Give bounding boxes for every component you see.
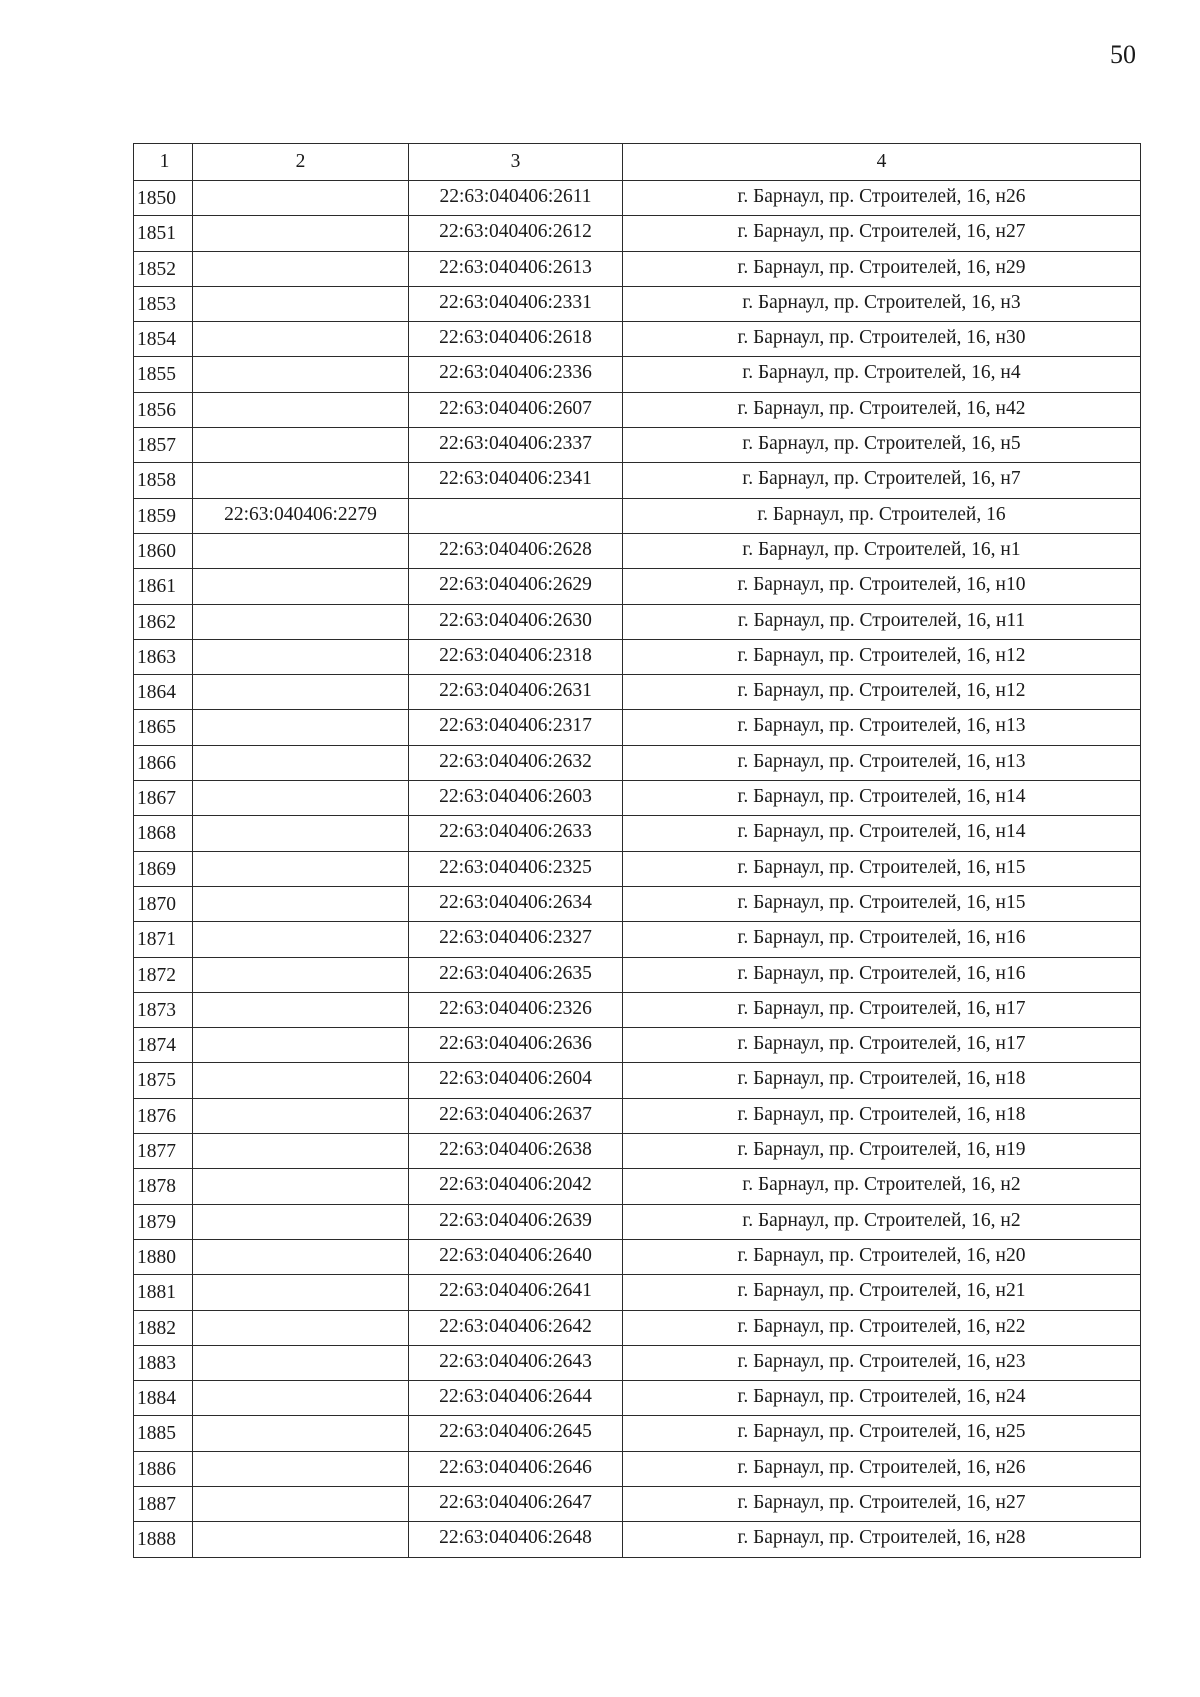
cadastral-number-cell: 22:63:040406:2646 — [409, 1451, 623, 1486]
table-body — [134, 181, 1141, 1558]
address-cell: г. Барнаул, пр. Строителей, 16, н4 — [623, 357, 1141, 392]
cadastral-parent-cell — [193, 816, 409, 851]
row-number-cell: 1851 — [134, 216, 193, 251]
row-number-cell: 1854 — [134, 322, 193, 357]
address-cell: г. Барнаул, пр. Строителей, 16, н18 — [623, 1098, 1141, 1133]
address-cell: г. Барнаул, пр. Строителей, 16 — [623, 498, 1141, 533]
row-number-cell: 1880 — [134, 1239, 193, 1274]
cadastral-number-cell: 22:63:040406:2341 — [409, 463, 623, 498]
cadastral-number-cell: 22:63:040406:2631 — [409, 675, 623, 710]
address-cell: г. Барнаул, пр. Строителей, 16, н14 — [623, 816, 1141, 851]
header-col-4: 4 — [623, 144, 1141, 181]
table-row — [134, 1239, 1141, 1274]
address-cell: г. Барнаул, пр. Строителей, 16, н5 — [623, 428, 1141, 463]
address-cell: г. Барнаул, пр. Строителей, 16, н28 — [623, 1522, 1141, 1557]
cadastral-parent-cell — [193, 1098, 409, 1133]
table-row — [134, 322, 1141, 357]
row-number-cell: 1850 — [134, 181, 193, 216]
cadastral-parent-cell — [193, 286, 409, 321]
table-row — [134, 957, 1141, 992]
cadastral-parent-cell — [193, 251, 409, 286]
row-number-cell: 1886 — [134, 1451, 193, 1486]
row-number-cell: 1885 — [134, 1416, 193, 1451]
cadastral-parent-cell — [193, 1169, 409, 1204]
table-row — [134, 1310, 1141, 1345]
address-cell: г. Барнаул, пр. Строителей, 16, н17 — [623, 1028, 1141, 1063]
row-number-cell: 1852 — [134, 251, 193, 286]
cadastral-number-cell: 22:63:040406:2611 — [409, 181, 623, 216]
cadastral-parent-cell — [193, 639, 409, 674]
table-row — [134, 675, 1141, 710]
address-cell: г. Барнаул, пр. Строителей, 16, н21 — [623, 1275, 1141, 1310]
address-cell: г. Барнаул, пр. Строителей, 16, н10 — [623, 569, 1141, 604]
row-number-cell: 1864 — [134, 675, 193, 710]
cadastral-parent-cell — [193, 1345, 409, 1380]
cadastral-parent-cell — [193, 1204, 409, 1239]
table-row — [134, 286, 1141, 321]
table-row — [134, 992, 1141, 1027]
cadastral-number-cell: 22:63:040406:2634 — [409, 886, 623, 921]
cadastral-parent-cell — [193, 604, 409, 639]
header-row — [134, 144, 1141, 181]
cadastral-parent-cell — [193, 1416, 409, 1451]
cadastral-parent-cell — [193, 992, 409, 1027]
cadastral-parent-cell — [193, 463, 409, 498]
cadastral-number-cell: 22:63:040406:2632 — [409, 745, 623, 780]
table-row — [134, 1486, 1141, 1521]
cadastral-number-cell: 22:63:040406:2647 — [409, 1486, 623, 1521]
address-cell: г. Барнаул, пр. Строителей, 16, н27 — [623, 1486, 1141, 1521]
table-row — [134, 1098, 1141, 1133]
table-row — [134, 781, 1141, 816]
row-number-cell: 1856 — [134, 392, 193, 427]
table-header — [134, 144, 1141, 181]
page-number: 50 — [1110, 40, 1136, 69]
address-cell: г. Барнаул, пр. Строителей, 16, н2 — [623, 1204, 1141, 1239]
address-cell: г. Барнаул, пр. Строителей, 16, н12 — [623, 675, 1141, 710]
table-row — [134, 1134, 1141, 1169]
cadastral-number-cell: 22:63:040406:2612 — [409, 216, 623, 251]
table-row — [134, 392, 1141, 427]
table-row — [134, 710, 1141, 745]
row-number-cell: 1888 — [134, 1522, 193, 1557]
table-row — [134, 428, 1141, 463]
address-cell: г. Барнаул, пр. Строителей, 16, н20 — [623, 1239, 1141, 1274]
row-number-cell: 1870 — [134, 886, 193, 921]
row-number-cell: 1860 — [134, 533, 193, 568]
cadastral-parent-cell — [193, 216, 409, 251]
address-cell: г. Барнаул, пр. Строителей, 16, н12 — [623, 639, 1141, 674]
cadastral-number-cell: 22:63:040406:2630 — [409, 604, 623, 639]
cadastral-number-cell: 22:63:040406:2628 — [409, 533, 623, 568]
cadastral-number-cell: 22:63:040406:2607 — [409, 392, 623, 427]
cadastral-number-cell: 22:63:040406:2318 — [409, 639, 623, 674]
address-cell: г. Барнаул, пр. Строителей, 16, н16 — [623, 957, 1141, 992]
cadastral-parent-cell — [193, 322, 409, 357]
row-number-cell: 1887 — [134, 1486, 193, 1521]
address-cell: г. Барнаул, пр. Строителей, 16, н14 — [623, 781, 1141, 816]
address-cell: г. Барнаул, пр. Строителей, 16, н13 — [623, 745, 1141, 780]
row-number-cell: 1883 — [134, 1345, 193, 1380]
cadastral-number-cell: 22:63:040406:2042 — [409, 1169, 623, 1204]
cadastral-number-cell: 22:63:040406:2603 — [409, 781, 623, 816]
header-col-2: 2 — [193, 144, 409, 181]
cadastral-number-cell: 22:63:040406:2331 — [409, 286, 623, 321]
row-number-cell: 1861 — [134, 569, 193, 604]
table-row — [134, 1381, 1141, 1416]
cadastral-parent-cell — [193, 428, 409, 463]
row-number-cell: 1873 — [134, 992, 193, 1027]
row-number-cell: 1855 — [134, 357, 193, 392]
row-number-cell: 1865 — [134, 710, 193, 745]
address-cell: г. Барнаул, пр. Строителей, 16, н3 — [623, 286, 1141, 321]
cadastral-number-cell: 22:63:040406:2637 — [409, 1098, 623, 1133]
cadastral-number-cell — [409, 498, 623, 533]
cadastral-number-cell: 22:63:040406:2645 — [409, 1416, 623, 1451]
address-cell: г. Барнаул, пр. Строителей, 16, н42 — [623, 392, 1141, 427]
row-number-cell: 1866 — [134, 745, 193, 780]
table-row — [134, 1345, 1141, 1380]
table-row — [134, 216, 1141, 251]
cadastral-number-cell: 22:63:040406:2635 — [409, 957, 623, 992]
header-col-1: 1 — [134, 144, 193, 181]
table-row — [134, 1522, 1141, 1557]
table-row — [134, 1204, 1141, 1239]
cadastral-parent-cell — [193, 357, 409, 392]
table-row — [134, 357, 1141, 392]
cadastral-number-cell: 22:63:040406:2336 — [409, 357, 623, 392]
cadastral-parent-cell — [193, 745, 409, 780]
table-row — [134, 639, 1141, 674]
table-row — [134, 886, 1141, 921]
address-cell: г. Барнаул, пр. Строителей, 16, н19 — [623, 1134, 1141, 1169]
table-row — [134, 498, 1141, 533]
cadastral-parent-cell — [193, 392, 409, 427]
table-row — [134, 922, 1141, 957]
cadastral-number-cell: 22:63:040406:2618 — [409, 322, 623, 357]
row-number-cell: 1884 — [134, 1381, 193, 1416]
row-number-cell: 1882 — [134, 1310, 193, 1345]
cadastral-parent-cell — [193, 1275, 409, 1310]
address-cell: г. Барнаул, пр. Строителей, 16, н11 — [623, 604, 1141, 639]
address-cell: г. Барнаул, пр. Строителей, 16, н15 — [623, 851, 1141, 886]
cadastral-number-cell: 22:63:040406:2636 — [409, 1028, 623, 1063]
cadastral-number-cell: 22:63:040406:2613 — [409, 251, 623, 286]
row-number-cell: 1876 — [134, 1098, 193, 1133]
cadastral-parent-cell — [193, 1239, 409, 1274]
cadastral-parent-cell: 22:63:040406:2279 — [193, 498, 409, 533]
address-cell: г. Барнаул, пр. Строителей, 16, н22 — [623, 1310, 1141, 1345]
table-row — [134, 1275, 1141, 1310]
cadastral-parent-cell — [193, 1063, 409, 1098]
cadastral-parent-cell — [193, 1522, 409, 1557]
cadastral-number-cell: 22:63:040406:2642 — [409, 1310, 623, 1345]
row-number-cell: 1867 — [134, 781, 193, 816]
table-row — [134, 816, 1141, 851]
row-number-cell: 1853 — [134, 286, 193, 321]
cadastral-number-cell: 22:63:040406:2337 — [409, 428, 623, 463]
cadastral-parent-cell — [193, 1134, 409, 1169]
cadastral-parent-cell — [193, 181, 409, 216]
address-cell: г. Барнаул, пр. Строителей, 16, н13 — [623, 710, 1141, 745]
table-row — [134, 745, 1141, 780]
cadastral-parent-cell — [193, 710, 409, 745]
table-row — [134, 604, 1141, 639]
cadastral-number-cell: 22:63:040406:2317 — [409, 710, 623, 745]
row-number-cell: 1868 — [134, 816, 193, 851]
address-cell: г. Барнаул, пр. Строителей, 16, н30 — [623, 322, 1141, 357]
table-row — [134, 251, 1141, 286]
address-cell: г. Барнаул, пр. Строителей, 16, н24 — [623, 1381, 1141, 1416]
cadastral-number-cell: 22:63:040406:2638 — [409, 1134, 623, 1169]
cadastral-number-cell: 22:63:040406:2643 — [409, 1345, 623, 1380]
table-row — [134, 1416, 1141, 1451]
cadastral-number-cell: 22:63:040406:2325 — [409, 851, 623, 886]
address-cell: г. Барнаул, пр. Строителей, 16, н27 — [623, 216, 1141, 251]
table-row — [134, 569, 1141, 604]
address-cell: г. Барнаул, пр. Строителей, 16, н7 — [623, 463, 1141, 498]
table-row — [134, 1451, 1141, 1486]
cadastral-number-cell: 22:63:040406:2633 — [409, 816, 623, 851]
row-number-cell: 1874 — [134, 1028, 193, 1063]
row-number-cell: 1863 — [134, 639, 193, 674]
row-number-cell: 1881 — [134, 1275, 193, 1310]
cadastral-parent-cell — [193, 851, 409, 886]
cadastral-number-cell: 22:63:040406:2641 — [409, 1275, 623, 1310]
cadastral-number-cell: 22:63:040406:2326 — [409, 992, 623, 1027]
address-cell: г. Барнаул, пр. Строителей, 16, н16 — [623, 922, 1141, 957]
cadastral-parent-cell — [193, 922, 409, 957]
table-row — [134, 1028, 1141, 1063]
address-cell: г. Барнаул, пр. Строителей, 16, н29 — [623, 251, 1141, 286]
address-cell: г. Барнаул, пр. Строителей, 16, н18 — [623, 1063, 1141, 1098]
address-cell: г. Барнаул, пр. Строителей, 16, н1 — [623, 533, 1141, 568]
cadastral-parent-cell — [193, 781, 409, 816]
cadastral-parent-cell — [193, 675, 409, 710]
header-col-3: 3 — [409, 144, 623, 181]
cadastral-parent-cell — [193, 1028, 409, 1063]
row-number-cell: 1879 — [134, 1204, 193, 1239]
cadastral-parent-cell — [193, 1310, 409, 1345]
table-row — [134, 1169, 1141, 1204]
cadastral-number-cell: 22:63:040406:2327 — [409, 922, 623, 957]
row-number-cell: 1858 — [134, 463, 193, 498]
row-number-cell: 1878 — [134, 1169, 193, 1204]
registry-table — [133, 143, 1141, 1558]
address-cell: г. Барнаул, пр. Строителей, 16, н2 — [623, 1169, 1141, 1204]
row-number-cell: 1869 — [134, 851, 193, 886]
cadastral-number-cell: 22:63:040406:2604 — [409, 1063, 623, 1098]
cadastral-parent-cell — [193, 957, 409, 992]
cadastral-parent-cell — [193, 569, 409, 604]
address-cell: г. Барнаул, пр. Строителей, 16, н23 — [623, 1345, 1141, 1380]
row-number-cell: 1862 — [134, 604, 193, 639]
address-cell: г. Барнаул, пр. Строителей, 16, н25 — [623, 1416, 1141, 1451]
table-row — [134, 463, 1141, 498]
row-number-cell: 1857 — [134, 428, 193, 463]
row-number-cell: 1877 — [134, 1134, 193, 1169]
row-number-cell: 1871 — [134, 922, 193, 957]
row-number-cell: 1859 — [134, 498, 193, 533]
table-row — [134, 1063, 1141, 1098]
cadastral-number-cell: 22:63:040406:2648 — [409, 1522, 623, 1557]
cadastral-number-cell: 22:63:040406:2629 — [409, 569, 623, 604]
table-row — [134, 181, 1141, 216]
cadastral-parent-cell — [193, 1451, 409, 1486]
address-cell: г. Барнаул, пр. Строителей, 16, н17 — [623, 992, 1141, 1027]
cadastral-number-cell: 22:63:040406:2644 — [409, 1381, 623, 1416]
cadastral-parent-cell — [193, 886, 409, 921]
row-number-cell: 1872 — [134, 957, 193, 992]
cadastral-parent-cell — [193, 533, 409, 568]
cadastral-parent-cell — [193, 1486, 409, 1521]
cadastral-parent-cell — [193, 1381, 409, 1416]
address-cell: г. Барнаул, пр. Строителей, 16, н15 — [623, 886, 1141, 921]
address-cell: г. Барнаул, пр. Строителей, 16, н26 — [623, 1451, 1141, 1486]
address-cell: г. Барнаул, пр. Строителей, 16, н26 — [623, 181, 1141, 216]
table-row — [134, 533, 1141, 568]
cadastral-number-cell: 22:63:040406:2639 — [409, 1204, 623, 1239]
cadastral-number-cell: 22:63:040406:2640 — [409, 1239, 623, 1274]
table-row — [134, 851, 1141, 886]
row-number-cell: 1875 — [134, 1063, 193, 1098]
